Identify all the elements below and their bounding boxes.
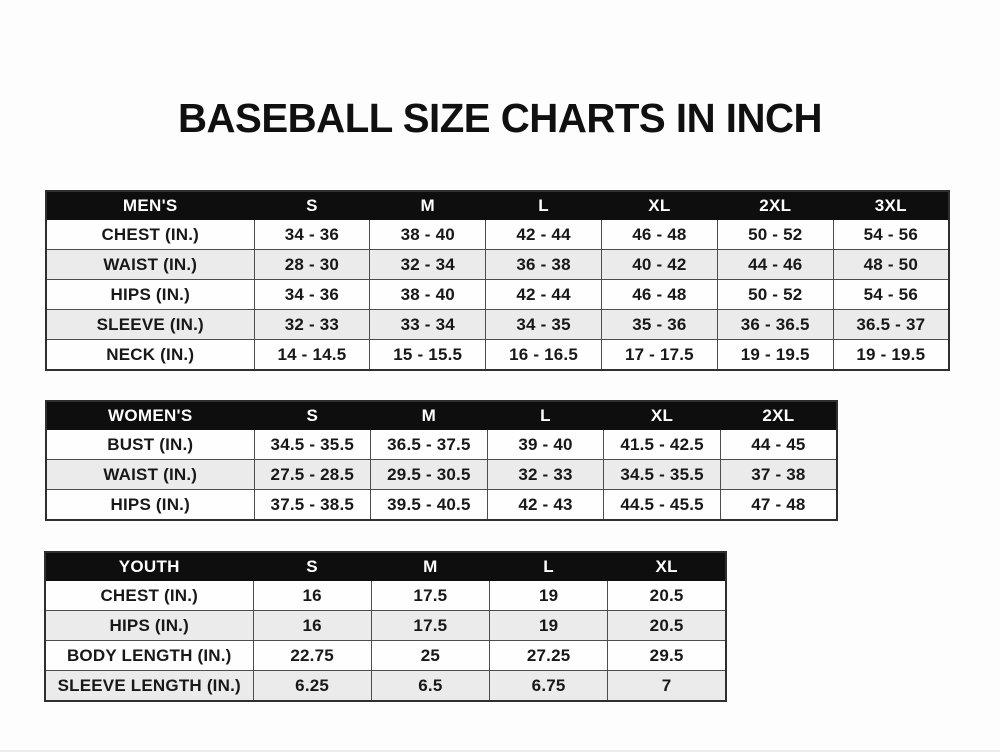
size-cell: 16 - 16.5 [486,340,602,371]
size-cell: 32 - 33 [254,310,370,340]
table-title-cell: WOMEN'S [46,401,254,430]
size-cell: 37.5 - 38.5 [254,490,371,521]
size-cell: 19 - 19.5 [833,340,949,371]
size-cell: 46 - 48 [601,280,717,310]
size-cell: 36.5 - 37 [833,310,949,340]
womens-header-row [46,401,837,430]
size-cell: 42 - 44 [486,280,602,310]
size-cell: 19 [490,611,608,641]
col-header: S [253,552,371,581]
col-header: XL [604,401,721,430]
size-cell: 20.5 [608,611,726,641]
size-cell: 50 - 52 [717,220,833,250]
row-label: SLEEVE LENGTH (IN.) [45,671,253,702]
size-cell: 17.5 [371,581,489,611]
size-cell: 16 [253,611,371,641]
size-cell: 37 - 38 [720,460,837,490]
col-header: 3XL [833,191,949,220]
size-cell: 6.5 [371,671,489,702]
col-header: S [254,401,371,430]
table-row [46,340,949,371]
table-title-cell: MEN'S [46,191,254,220]
size-cell: 6.25 [253,671,371,702]
size-cell: 17.5 [371,611,489,641]
row-label: HIPS (IN.) [45,611,253,641]
size-cell: 25 [371,641,489,671]
table-row [46,490,837,521]
size-cell: 36.5 - 37.5 [371,430,488,460]
size-cell: 14 - 14.5 [254,340,370,371]
col-header: L [490,552,608,581]
size-cell: 48 - 50 [833,250,949,280]
col-header: L [487,401,604,430]
row-label: NECK (IN.) [46,340,254,371]
table-row [45,581,726,611]
table-row [46,280,949,310]
row-label: WAIST (IN.) [46,250,254,280]
row-label: HIPS (IN.) [46,280,254,310]
size-cell: 7 [608,671,726,702]
size-cell: 28 - 30 [254,250,370,280]
col-header: 2XL [720,401,837,430]
size-cell: 34.5 - 35.5 [604,460,721,490]
table-row [46,250,949,280]
size-cell: 32 - 33 [487,460,604,490]
size-cell: 39 - 40 [487,430,604,460]
size-cell: 36 - 38 [486,250,602,280]
table-row [45,611,726,641]
size-cell: 44 - 46 [717,250,833,280]
size-cell: 41.5 - 42.5 [604,430,721,460]
col-header: XL [608,552,726,581]
size-cell: 16 [253,581,371,611]
size-cell: 19 [490,581,608,611]
table-row [45,671,726,702]
size-cell: 22.75 [253,641,371,671]
size-cell: 54 - 56 [833,280,949,310]
size-cell: 44 - 45 [720,430,837,460]
row-label: BUST (IN.) [46,430,254,460]
size-cell: 42 - 43 [487,490,604,521]
row-label: SLEEVE (IN.) [46,310,254,340]
mens-size-table [45,190,950,371]
size-cell: 47 - 48 [720,490,837,521]
row-label: CHEST (IN.) [46,220,254,250]
table-row [46,460,837,490]
size-cell: 54 - 56 [833,220,949,250]
youth-size-table [44,551,727,702]
row-label: BODY LENGTH (IN.) [45,641,253,671]
table-row [46,310,949,340]
size-cell: 32 - 34 [370,250,486,280]
col-header: 2XL [717,191,833,220]
row-label: WAIST (IN.) [46,460,254,490]
size-cell: 17 - 17.5 [601,340,717,371]
size-cell: 34 - 36 [254,280,370,310]
page-title: BASEBALL SIZE CHARTS IN INCH [177,95,823,142]
size-cell: 35 - 36 [601,310,717,340]
size-cell: 33 - 34 [370,310,486,340]
col-header: M [370,191,486,220]
size-cell: 19 - 19.5 [717,340,833,371]
mens-header-row [46,191,949,220]
size-cell: 50 - 52 [717,280,833,310]
table-row [46,220,949,250]
size-cell: 44.5 - 45.5 [604,490,721,521]
size-cell: 6.75 [490,671,608,702]
size-cell: 15 - 15.5 [370,340,486,371]
size-cell: 27.25 [490,641,608,671]
size-cell: 34.5 - 35.5 [254,430,371,460]
row-label: CHEST (IN.) [45,581,253,611]
col-header: M [371,552,489,581]
col-header: M [371,401,488,430]
size-cell: 34 - 35 [486,310,602,340]
size-cell: 39.5 - 40.5 [371,490,488,521]
size-cell: 27.5 - 28.5 [254,460,371,490]
size-cell: 34 - 36 [254,220,370,250]
size-cell: 29.5 [608,641,726,671]
youth-header-row [45,552,726,581]
size-cell: 36 - 36.5 [717,310,833,340]
size-cell: 46 - 48 [601,220,717,250]
size-cell: 38 - 40 [370,280,486,310]
col-header: S [254,191,370,220]
size-cell: 42 - 44 [486,220,602,250]
size-cell: 20.5 [608,581,726,611]
size-cell: 38 - 40 [370,220,486,250]
table-title-cell: YOUTH [45,552,253,581]
table-row [46,430,837,460]
size-cell: 40 - 42 [601,250,717,280]
row-label: HIPS (IN.) [46,490,254,521]
col-header: L [486,191,602,220]
table-row [45,641,726,671]
col-header: XL [601,191,717,220]
size-cell: 29.5 - 30.5 [371,460,488,490]
womens-size-table [45,400,838,521]
